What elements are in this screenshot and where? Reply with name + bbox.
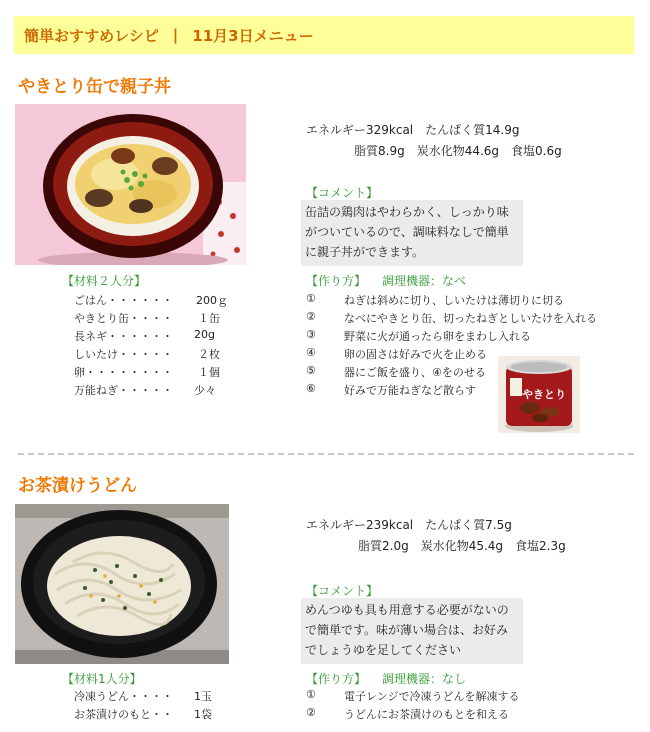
step-text: 電子レンジで冷凍うどんを解凍する	[344, 690, 520, 703]
material-name: しいたけ・・・・・	[74, 348, 173, 361]
steps-title: 【作り方】	[306, 274, 367, 288]
material-name: 長ネギ・・・・・・	[74, 330, 173, 343]
materials-heading: 【材料２人分】	[62, 274, 147, 288]
recipe-title: お茶漬けうどん	[18, 476, 137, 496]
header-title: 簡単おすすめレシピ	[24, 26, 159, 45]
step-text: なべにやきとり缶、切ったねぎとしいたけを入れる	[344, 312, 597, 325]
comment-line: がついているので、調味料なしで簡単	[305, 225, 509, 239]
material-name: 冷凍うどん・・・・	[74, 690, 173, 703]
step-number: ①	[306, 688, 316, 701]
comment-line: でしょうゆを足してください	[305, 643, 462, 657]
nutrition-line-2: 脂質8.9g 炭水化物44.6g 食塩0.6g	[354, 144, 562, 158]
materials-heading: 【材料1人分】	[62, 672, 142, 686]
material-qty: １缶	[198, 312, 220, 325]
yakitori-can-photo	[498, 356, 580, 433]
material-qty: 1玉	[194, 690, 212, 703]
step-text: 好みで万能ねぎなど散らす	[344, 384, 476, 397]
material-qty: ２枚	[198, 348, 220, 361]
step-text: ねぎは斜めに切り、しいたけは薄切りに切る	[344, 294, 564, 307]
oyakodon-photo	[15, 104, 246, 265]
nutrition-line-1: エネルギー329kcal たんぱく質14.9g	[306, 123, 520, 137]
material-qty: 少々	[194, 384, 216, 397]
comment-box	[301, 200, 523, 266]
comment-heading: 【コメント】	[306, 186, 379, 200]
can-label: やきとり	[522, 388, 566, 401]
comment-line: めんつゆも具も用意する必要がないの	[305, 603, 509, 617]
step-number: ⑥	[306, 382, 316, 395]
section-divider	[18, 453, 634, 455]
header-menu-date: 11月3日メニュー	[192, 26, 314, 45]
appliance-label: 調理機器：なべ	[382, 274, 467, 288]
nutrition-line-2: 脂質2.0g 炭水化物45.4g 食塩2.3g	[358, 539, 566, 553]
comment-box	[301, 598, 523, 664]
material-qty: 20g	[194, 328, 215, 341]
material-qty: 1袋	[194, 708, 212, 721]
nutrition-line-1: エネルギー239kcal たんぱく質7.5g	[306, 518, 512, 532]
steps-heading	[306, 670, 466, 687]
header-bar	[14, 16, 634, 54]
comment-line: で簡単です。味が薄い場合は、お好み	[305, 623, 509, 637]
comment-line: 缶詰の鶏肉はやわらかく、しっかり味	[305, 205, 509, 219]
steps-title: 【作り方】	[306, 672, 367, 686]
step-number: ②	[306, 310, 316, 323]
comment-heading: 【コメント】	[306, 584, 379, 598]
material-qty: 200ｇ	[196, 294, 228, 307]
recipe-title: やきとり缶で親子丼	[18, 77, 171, 97]
step-text: うどんにお茶漬けのもとを和える	[344, 708, 509, 721]
step-text: 器にご飯を盛り、④をのせる	[344, 366, 486, 379]
material-name: やきとり缶・・・・	[74, 312, 173, 325]
comment-line: に親子丼ができます。	[305, 245, 425, 259]
material-name: 卵・・・・・・・・	[74, 366, 173, 379]
step-number: ③	[306, 328, 316, 341]
material-name: お茶漬けのもと・・	[74, 708, 173, 721]
step-number: ①	[306, 292, 316, 305]
appliance-label: 調理機器：なし	[382, 672, 467, 686]
step-text: 卵の固さは好みで火を止める	[344, 348, 487, 361]
step-number: ⑤	[306, 364, 316, 377]
udon-photo	[15, 504, 229, 664]
step-number: ②	[306, 706, 316, 719]
step-number: ④	[306, 346, 316, 359]
material-name: ごはん・・・・・・	[74, 294, 173, 307]
step-text: 野菜に火が通ったら卵をまわし入れる	[344, 330, 531, 343]
material-name: 万能ねぎ・・・・・	[74, 384, 173, 397]
header-separator: |	[172, 26, 179, 44]
material-qty: １個	[198, 366, 220, 379]
steps-heading	[306, 272, 466, 289]
